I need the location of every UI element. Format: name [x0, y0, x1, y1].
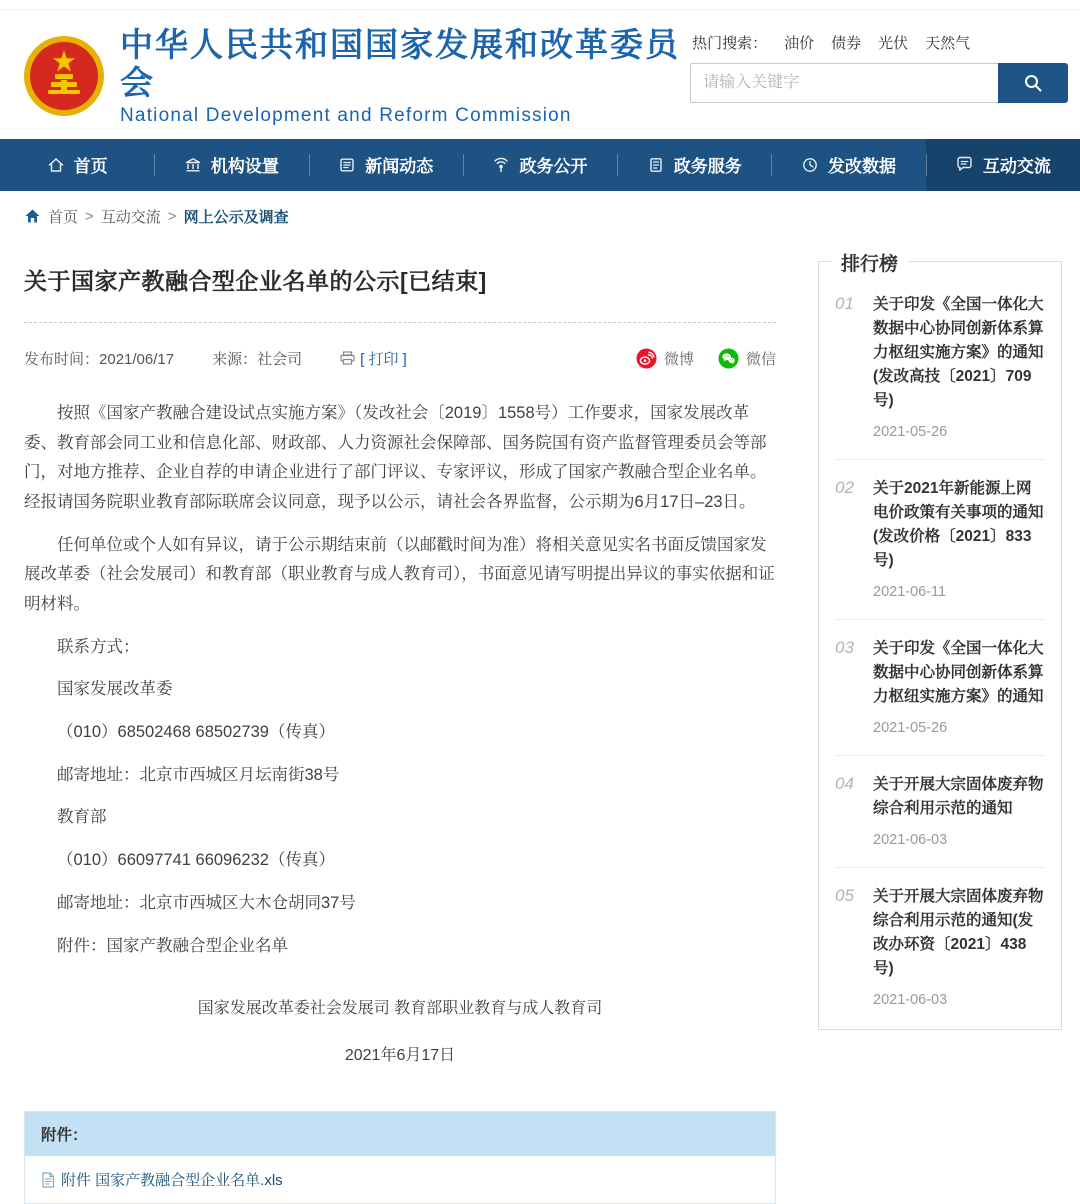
publish-time-label: 发布时间：	[24, 350, 100, 368]
nav-item-label: 政务公开	[519, 157, 588, 177]
article-body	[24, 399, 776, 961]
clock-icon	[801, 156, 819, 174]
search-box	[690, 63, 1068, 103]
breadcrumb-link-interaction[interactable]: 互动交流	[100, 208, 161, 226]
ranking-item-body	[873, 885, 1045, 1008]
article-meta-row	[24, 348, 776, 369]
hot-search-term[interactable]: 油价	[784, 35, 815, 52]
ranking-item-title: 关于印发《全国一体化大数据中心协同创新体系算力枢纽实施方案》的通知	[873, 640, 1044, 706]
page-title: 关于国家产教融合型企业名单的公示[已结束]	[24, 267, 487, 294]
main-nav	[0, 139, 1080, 191]
breadcrumb-current[interactable]: 网上公示及调查	[183, 208, 289, 226]
ranking-item-date: 2021-06-03	[873, 992, 948, 1009]
ranking-item-1[interactable]	[835, 276, 1045, 460]
site-titles	[120, 26, 690, 127]
rank-number: 04	[835, 774, 854, 794]
article-paragraph: 邮寄地址：北京市西城区大木仓胡同37号	[57, 893, 356, 912]
ranking-item-date: 2021-05-26	[873, 423, 948, 440]
title-divider	[24, 322, 776, 323]
hot-search-row	[692, 32, 1068, 53]
publish-time	[24, 348, 174, 369]
nav-item-home[interactable]	[0, 139, 154, 191]
search-button[interactable]	[998, 63, 1068, 103]
site-header	[0, 10, 1080, 139]
signature-date: 2021年6月17日	[344, 1047, 456, 1065]
content-wrap	[0, 233, 1080, 1204]
ranking-box	[818, 253, 1062, 1030]
wechat-icon	[718, 348, 739, 369]
breadcrumb-home-icon	[24, 208, 41, 224]
source	[212, 348, 302, 369]
broadcast-icon	[492, 156, 510, 174]
ranking-item-4[interactable]	[835, 756, 1045, 868]
breadcrumb	[0, 191, 1080, 233]
nav-item-organization[interactable]	[154, 139, 308, 191]
ranking-item-body	[873, 637, 1045, 736]
print-label: [ 打印 ]	[360, 350, 407, 368]
article-paragraph: 国家发展改革委	[57, 680, 173, 699]
hot-search-label: 热门搜索：	[692, 35, 768, 52]
ranking-item-body	[873, 293, 1045, 440]
nav-item-label: 政务服务	[673, 157, 742, 177]
hot-search-term[interactable]: 光伏	[878, 35, 909, 52]
institution-icon	[184, 156, 202, 174]
ranking-item-2[interactable]	[835, 460, 1045, 620]
rank-number: 05	[835, 886, 854, 906]
share-weibo-button[interactable]	[636, 348, 694, 369]
attachment-file-link[interactable]: 附件 国家产教融合型企业名单.xls	[61, 1172, 283, 1190]
nav-item-ndrc-data[interactable]	[771, 139, 925, 191]
sidebar-column	[818, 233, 1062, 1204]
ranking-item-date: 2021-06-03	[873, 832, 948, 849]
top-divider	[0, 0, 1080, 10]
article-paragraph: （010）66097741 66096232（传真）	[57, 851, 335, 870]
ranking-item-3[interactable]	[835, 620, 1045, 756]
article-paragraph: 邮寄地址：北京市西城区月坛南街38号	[57, 765, 340, 784]
source-label: 来源：	[212, 350, 258, 368]
search-area	[690, 26, 1068, 103]
ranking-item-title: 关于2021年新能源上网电价政策有关事项的通知(发改价格〔2021〕833号)	[873, 479, 1044, 569]
nav-item-label: 互动交流	[982, 157, 1051, 177]
ranking-item-body	[873, 477, 1045, 600]
signature-line: 国家发展改革委社会发展司 教育部职业教育与成人教育司	[197, 1000, 603, 1018]
search-input[interactable]	[690, 63, 998, 103]
hot-search-term[interactable]: 天然气	[925, 35, 971, 52]
attachment-box-header: 附件：	[25, 1112, 775, 1156]
nav-item-gov-disclosure[interactable]	[463, 139, 617, 191]
home-icon	[47, 156, 65, 174]
nav-item-news[interactable]	[309, 139, 463, 191]
share-weibo-label: 微博	[663, 350, 694, 368]
share-wechat-button[interactable]	[718, 348, 776, 369]
nav-item-label: 发改数据	[828, 157, 897, 177]
nav-item-gov-services[interactable]	[617, 139, 771, 191]
share-wechat-label: 微信	[745, 350, 776, 368]
breadcrumb-separator: >	[85, 207, 94, 225]
site-brand	[22, 26, 690, 127]
nav-item-label: 首页	[73, 157, 108, 177]
hot-search-term[interactable]: 债券	[831, 35, 862, 52]
nav-item-label: 机构设置	[210, 157, 279, 177]
share-group	[636, 348, 776, 369]
file-icon	[41, 1172, 55, 1188]
ranking-title: 排行榜	[831, 249, 908, 276]
site-title-en: National Development and Reform Commission	[120, 104, 572, 126]
search-icon	[1022, 72, 1044, 94]
chat-icon	[955, 155, 974, 174]
print-button[interactable]	[340, 348, 407, 369]
publish-time-value: 2021/06/17	[99, 350, 175, 368]
nav-item-interaction[interactable]	[926, 139, 1080, 191]
ranking-item-body	[873, 773, 1045, 848]
ranking-item-title: 关于开展大宗固体废弃物综合利用示范的通知(发改办环资〔2021〕438号)	[873, 888, 1044, 978]
site-title-zh: 中华人民共和国国家发展和改革委员会	[120, 26, 680, 101]
article-paragraph: 按照《国家产教融合建设试点实施方案》（发改社会〔2019〕1558号）工作要求，国家发展改革委、教育部会同工业和信息化部、财政部、人力资源社会保障部、国务院国有资产监督管理委员会等部门，对地方推荐、企业自荐的申请企业进行了部门评议、专家评议，形成了国家产教融合型企业名单。经报请国务院职业教育部际联席会议同意，现予以公示，请社会各界监督，公示期为6月17日–23日。	[24, 403, 767, 511]
attachment-row	[25, 1156, 775, 1203]
ranking-item-date: 2021-06-11	[873, 584, 947, 601]
ranking-item-title: 关于开展大宗固体废弃物综合利用示范的通知	[873, 776, 1044, 818]
rank-number: 03	[835, 638, 854, 658]
national-emblem-logo	[22, 34, 106, 118]
weibo-icon	[636, 348, 657, 369]
ranking-item-title: 关于印发《全国一体化大数据中心协同创新体系算力枢纽实施方案》的通知(发改高技〔2021〕709号)	[873, 295, 1044, 409]
rank-number: 02	[835, 477, 854, 497]
news-icon	[338, 156, 356, 174]
rank-number: 01	[835, 293, 854, 313]
attachment-box	[24, 1111, 776, 1204]
ranking-item-date: 2021-05-26	[873, 720, 948, 737]
document-icon	[647, 156, 665, 174]
source-value: 社会司	[257, 350, 303, 368]
breadcrumb-separator: >	[167, 207, 177, 225]
ranking-item-5[interactable]	[835, 868, 1045, 1027]
article-paragraph: 任何单位或个人如有异议，请于公示期结束前（以邮戳时间为准）将相关意见实名书面反馈国家发展改革委（社会发展司）和教育部（职业教育与成人教育司），书面意见请写明提出异议的事实依据和证明材料。	[24, 535, 775, 613]
breadcrumb-link-home[interactable]: 首页	[48, 208, 79, 226]
article-paragraph: 联系方式：	[57, 637, 140, 656]
printer-icon	[340, 351, 355, 365]
article-paragraph: 附件：国家产教融合型企业名单	[57, 936, 288, 955]
article-paragraph: 教育部	[57, 808, 107, 827]
article-paragraph: （010）68502468 68502739（传真）	[57, 723, 335, 742]
nav-item-label: 新闻动态	[365, 157, 434, 177]
article-column	[24, 233, 776, 1204]
